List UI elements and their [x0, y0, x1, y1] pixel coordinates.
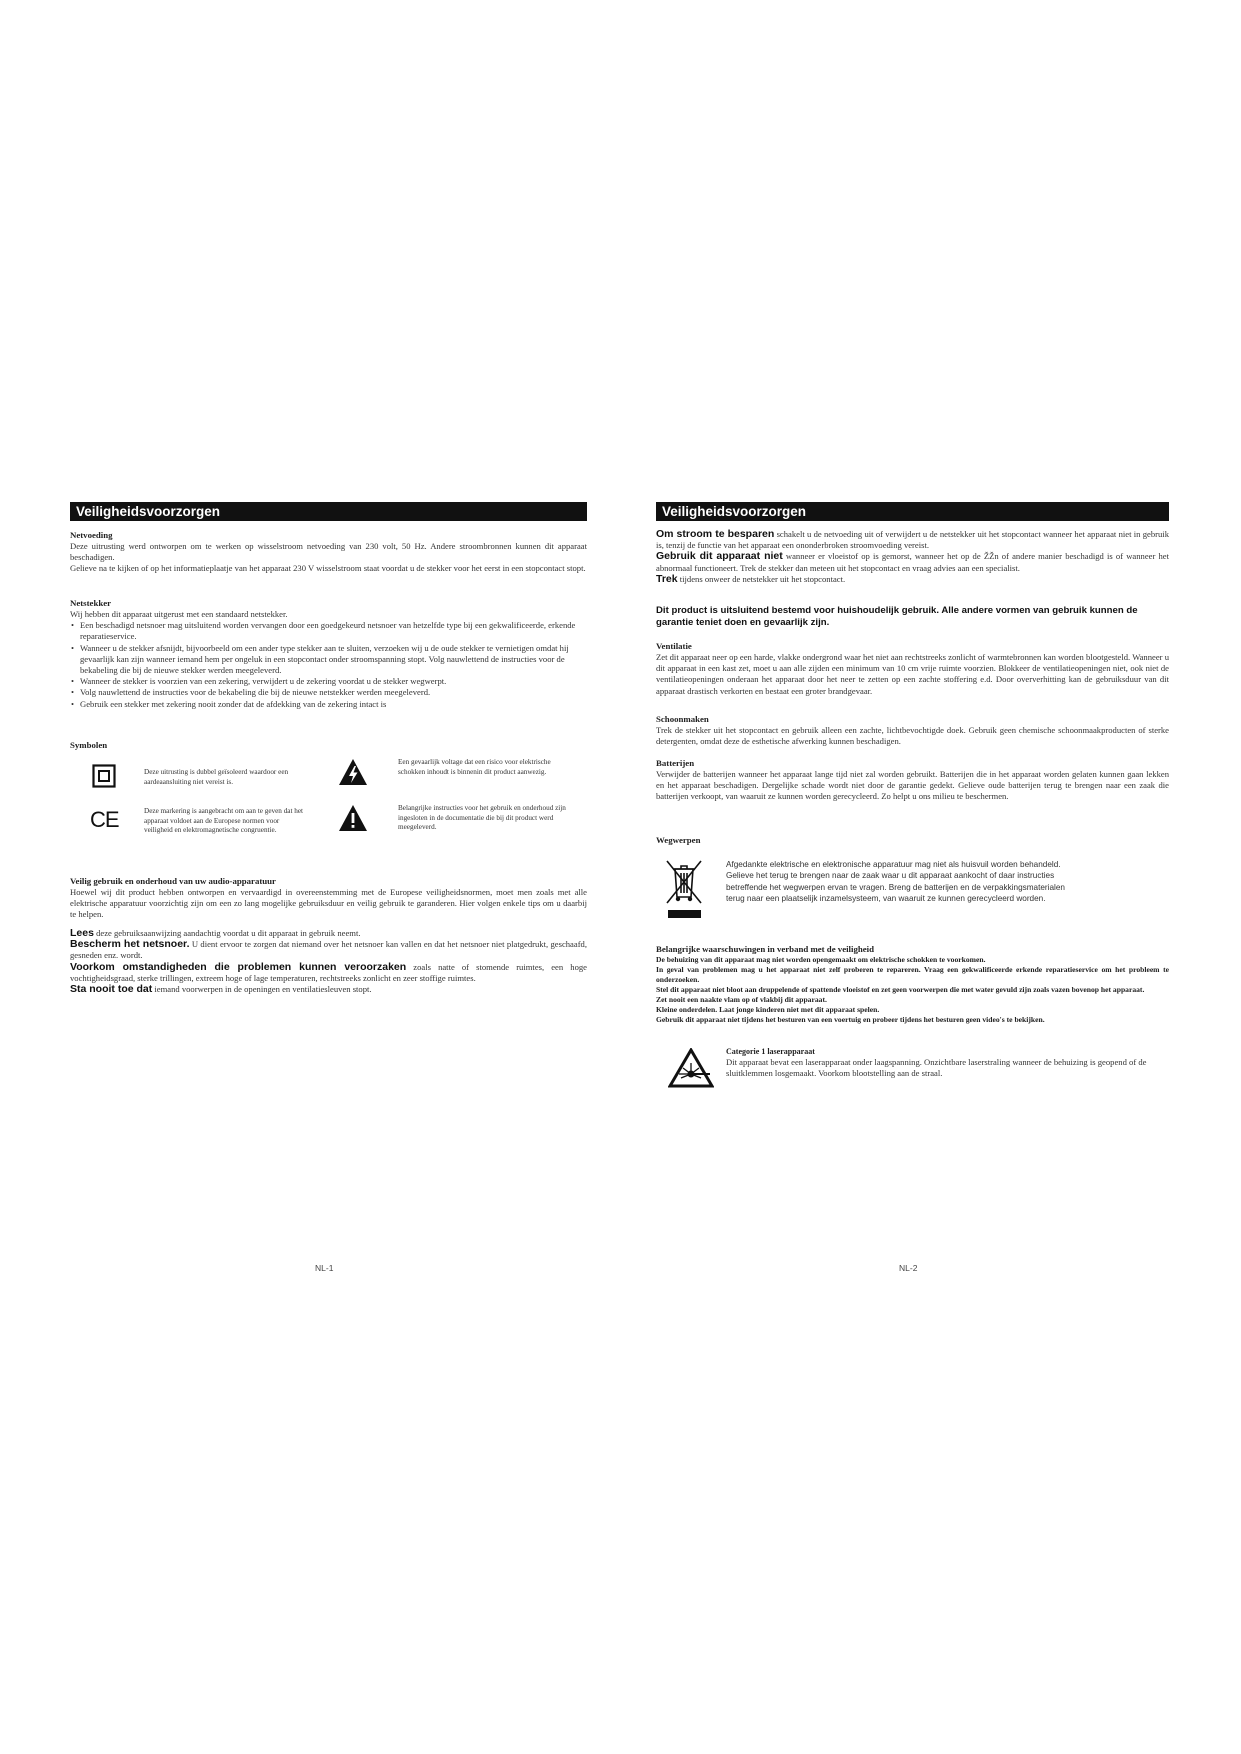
- right-banner-title: Veiligheidsvoorzorgen: [656, 502, 1169, 521]
- list-item: • Wanneer u de stekker afsnijdt, bijvoorbeeld om een ander type stekker aan te sluiten, verzoeken wij u de oude stekker te vernietigen omdat hij gevaarlijk kan zijn wanneer iemand hem per ongeluk in een stopcontact onder stroomspanning stopt. Volg nauwlettend de instructies voor de bekabeling die bij de nieuwe stekker werden meegeleverd.: [70, 643, 587, 677]
- exclamation-warning-icon: [338, 804, 368, 832]
- voltage-warning-icon: [338, 758, 368, 786]
- left-banner-title: Veiligheidsvoorzorgen: [70, 502, 587, 521]
- ce-mark-icon: CE: [90, 807, 119, 832]
- netstekker-section: [70, 598, 587, 710]
- ce-marking-text: Deze markering is aangebracht om aan te geven dat het apparaat voldoet aan de Europese normen voor veiligheid en elektromagnetische congruentie.: [144, 807, 304, 834]
- tip-voorkom-omstandigheden: Voorkom omstandigheden die problemen kunnen veroorzaken zoals natte of stomende ruimtes, een hoge vochtigheidsgraad, sterke trillingen, extreem hoge of lage temperaturen, rechtstreeks zonlicht en zeer stoffige ruimtes.: [70, 960, 587, 983]
- batterijen-title: Batterijen: [656, 758, 695, 768]
- wegwerpen-title: Wegwerpen: [656, 835, 701, 845]
- household-notice: Dit product is uitsluitend bestemd voor huishoudelijk gebruik. Alle andere vormen van gebruik kunnen de garantie teniet doen en gevaarlijk zijn.: [656, 605, 1138, 628]
- belangrijke-item: Kleine onderdelen. Laat jonge kinderen niet met dit apparaat spelen.: [656, 1005, 880, 1014]
- belangrijke-section: [656, 944, 1169, 1025]
- wegwerpen-text: Afgedankte elektrische en elektronische apparatuur mag niet als huisvuil worden behandeld. Gelieve het terug te brengen naar de zaak waar u dit apparaat aankocht of daar instructies betreffende het wegwerpen ervan te vragen. Breng de batterijen en de verpakkingsmaterialen terug naar een plaatselijk inzamelsysteem, van waaruit ze kunnen gerecycleerd worden.: [726, 860, 1065, 903]
- laser-text: Dit apparaat bevat een laserapparaat onder laagspanning. Onzichtbare laserstraling wanneer de behuizing is geopend of de sluitklemmen losgemaakt. Voorkom blootstelling aan de straal.: [726, 1057, 1147, 1079]
- belangrijke-item: De behuizing van dit apparaat mag niet worden opengemaakt om elektrische schokken te voorkomen.: [656, 955, 986, 964]
- tip-sta-nooit-toe: Sta nooit toe dat iemand voorwerpen in de openingen en ventilatiesleuven stopt.: [70, 983, 372, 996]
- list-item: • Volg nauwlettend de instructies voor de bekabeling die bij de nieuwe netstekker werden meegeleverd.: [70, 687, 587, 698]
- list-item: • Een beschadigd netsnoer mag uitsluitend worden vervangen door een goedgekeurd netsnoer van hetzelfde type bij een gekwalificeerde, erkende reparatieservice.: [70, 620, 587, 642]
- ventilatie-text: Zet dit apparaat neer op een harde, vlakke ondergrond waar het niet aan rechtstreeks zonlicht of warmtebronnen kan worden blootgesteld. Wanneer u dit apparaat in een kast zet, moet u aan alle zijden een minimum van 10 cm vrije ruimte voorzien. Blokkeer de ventilatieopeningen niet, ook niet de ventilatieopeningen onderaan het apparaat door het neer te zetten op een zachte stoffering e.d. Door oververhitting kan de gebruiksduur van dit apparaat drastisch verkorten en bestaat een groter brandgevaar.: [656, 652, 1169, 696]
- netvoeding-title: Netvoeding: [70, 530, 113, 540]
- belangrijke-item: Gebruik dit apparaat niet tijdens het besturen van een voertuig en probeer tijdens het besturen geen video's te bekijken.: [656, 1015, 1045, 1024]
- netvoeding-text-2: Gelieve na te kijken of op het informatieplaatje van het apparaat 230 V wisselstroom staat voordat u de stekker voor het eerst in een stopcontact stopt.: [70, 563, 586, 574]
- tips-section: [70, 928, 587, 995]
- schoonmaken-text: Trek de stekker uit het stopcontact en gebruik alleen een zachte, lichtbevochtigde doek. Gebruik geen chemische schoonmaakproducten of sterke detergenten, omdat deze de esthetische afwerking kunnen beschadigen.: [656, 725, 1169, 747]
- tip-trek-stekker: Trek tijdens onweer de netstekker uit het stopcontact.: [656, 572, 846, 585]
- belangrijke-item: Stel dit apparaat niet bloot aan druppelende of spattende vloeistof en zet geen voorwerpen die met water gevuld zijn zoals vazen bovenop het apparaat.: [656, 985, 1145, 994]
- laser-warning-icon: [668, 1048, 714, 1088]
- right-tips-section: [656, 529, 1169, 585]
- ventilatie-section: [656, 641, 1169, 697]
- weee-bin-icon: [664, 857, 704, 919]
- netstekker-list: [70, 620, 587, 710]
- belangrijke-item: In geval van problemen mag u het apparaat niet zelf proberen te repareren. Vraag een gekwalificeerde erkende reparatieservice om het probleem te onderzoeken.: [656, 965, 1169, 984]
- veilig-gebruik-title: Veilig gebruik en onderhoud van uw audio-apparatuur: [70, 876, 276, 886]
- symbolen-section: [70, 740, 587, 850]
- page-number-left: NL-1: [315, 1263, 334, 1273]
- belangrijke-item: Zet nooit een naakte vlam op of vlakbij dit apparaat.: [656, 995, 827, 1004]
- netstekker-title: Netstekker: [70, 598, 112, 608]
- veilig-gebruik-text: Hoewel wij dit product hebben ontworpen en vervaardigd in overeenstemming met de Europese veiligheidsnormen, moet men zoals met alle elektrische apparatuur voorzichtig zijn om een zo lang mogelijke gebruiksduur en veilig gebruik te garanderen. Hier volgen enkele tips om u daarbij te helpen.: [70, 887, 587, 920]
- netstekker-intro: Wij hebben dit apparaat uitgerust met een standaard netstekker.: [70, 609, 288, 619]
- tip-stroom-besparen: Om stroom te besparen schakelt u de netvoeding uit of verwijdert u de netstekker uit het stopcontact wanneer het apparaat niet in gebruik is, tenzij de functie van het apparaat een ononderbroken stroomvoeding vereist.: [656, 528, 1169, 551]
- netvoeding-section: [70, 530, 587, 575]
- laser-section: [656, 1046, 1169, 1096]
- tip-bescherm-netsnoer: Bescherm het netsnoer. U dient ervoor te zorgen dat niemand over het netsnoer kan vallen en dat het netsnoer niet platgedrukt, geschaafd, gesneden enz. wordt.: [70, 938, 587, 961]
- netvoeding-text-1: Deze uitrusting werd ontworpen om te werken op wisselstroom netvoeding van 230 volt, 50 Hz. Andere stroombronnen kunnen dit apparaat beschadigen.: [70, 541, 587, 563]
- page-number-right: NL-2: [899, 1263, 918, 1273]
- laser-text-block: [726, 1046, 1166, 1079]
- batterijen-section: [656, 758, 1169, 803]
- veilig-gebruik-section: [70, 876, 587, 921]
- instructions-warning-text: Belangrijke instructies voor het gebruik en onderhoud zijn ingesloten in de documentatie die bij dit product werd meegeleverd.: [398, 804, 566, 831]
- list-item: • Gebruik een stekker met zekering nooit zonder dat de afdekking van de zekering intact is: [70, 699, 587, 710]
- voltage-warning-text: Een gevaarlijk voltage dat een risico voor elektrische schokken inhoudt is binnenin dit product aanwezig.: [398, 758, 551, 776]
- belangrijke-title: Belangrijke waarschuwingen in verband met de veiligheid: [656, 944, 874, 954]
- symbolen-title: Symbolen: [70, 740, 108, 750]
- wegwerpen-section: [656, 835, 1169, 935]
- laser-title: Categorie 1 laserapparaat: [726, 1047, 815, 1056]
- double-insulated-text: Deze uitrusting is dubbel geïsoleerd waardoor een aardeaansluiting niet vereist is.: [144, 768, 289, 786]
- tip-lees: Lees deze gebruiksaanwijzing aandachtig voordat u dit apparaat in gebruik neemt.: [70, 927, 361, 939]
- tip-gebruik-niet: Gebruik dit apparaat niet wanneer er vloeistof op is gemorst, wanneer het op de ŽŽn of andere manier beschadigd is of wanneer het abnormaal functioneert. Trek de stekker dan meteen uit het stopcontact en vraag advies aan een specialist.: [656, 550, 1169, 573]
- list-item: • Wanneer de stekker is voorzien van een zekering, verwijdert u de zekering voordat u de stekker wegwerpt.: [70, 676, 587, 687]
- double-insulated-icon: [92, 764, 116, 788]
- schoonmaken-title: Schoonmaken: [656, 714, 709, 724]
- household-notice-section: [656, 605, 1169, 628]
- ventilatie-title: Ventilatie: [656, 641, 692, 651]
- batterijen-text: Verwijder de batterijen wanneer het apparaat lange tijd niet zal worden gebruikt. Batterijen die in het apparaat worden gelaten kunnen gaan lekken en het apparaat beschadigen. Dergelijke schade wordt niet door de garantie gedekt. Gelieve oude batterijen terug te brengen naar een zaak die batterijen verkoopt, van waaruit ze kunnen worden gerecycleerd. Zo helpt u ons milieu te beschermen.: [656, 769, 1169, 802]
- schoonmaken-section: [656, 714, 1169, 747]
